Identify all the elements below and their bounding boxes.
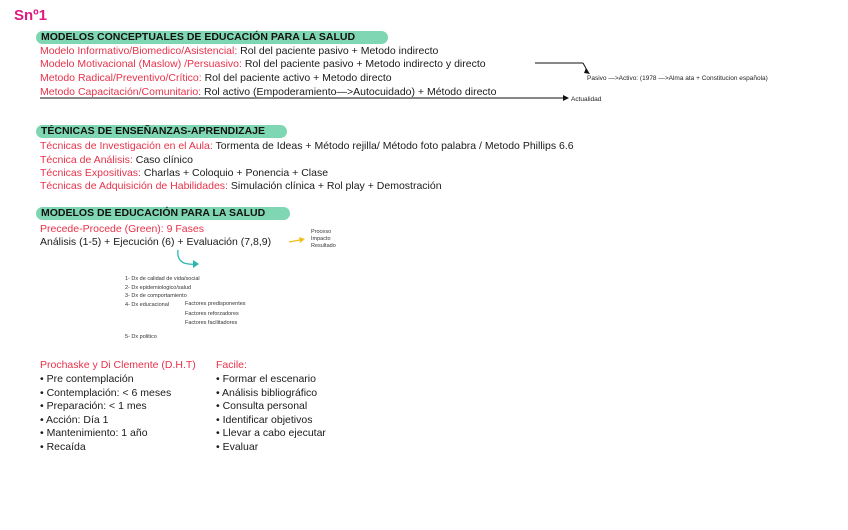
analysis-line: Análisis (1-5) + Ejecución (6) + Evaluación (7,8,9) bbox=[40, 236, 272, 248]
item-text: Charlas + Coloquio + Ponencia + Clase bbox=[140, 167, 329, 179]
item-label: Técnica de Análisis: bbox=[40, 154, 133, 166]
factor-item: Factores facilitadores bbox=[185, 320, 238, 326]
list-item: • Análisis bibliográfico bbox=[216, 386, 318, 399]
dx-item: 5- Dx politico bbox=[125, 334, 157, 340]
list-item: • Mantenimiento: 1 año bbox=[40, 427, 148, 439]
facile-title: Facile: bbox=[216, 359, 247, 371]
page-title: Snº1 bbox=[14, 7, 47, 24]
item-label: Modelo Informativo/Biomedico/Asistencial: bbox=[40, 45, 238, 57]
item-label: Metodo Radical/Preventivo/Crítico: bbox=[40, 72, 202, 84]
dx-item: 1- Dx de calidad de vida/social bbox=[125, 276, 200, 282]
list-item: • Pre contemplación bbox=[40, 373, 134, 385]
eval-item: Proceso bbox=[311, 229, 332, 235]
precede-procede-title: Precede-Procede (Green): 9 Fases bbox=[40, 223, 204, 235]
item-label: Metodo Capacitación/Comunitario: bbox=[40, 86, 202, 98]
eval-item: Impacto bbox=[311, 236, 331, 242]
list-item: • Identificar objetivos bbox=[216, 413, 313, 426]
eval-item: Resultado bbox=[311, 243, 336, 249]
item-text: Rol del paciente pasivo + Metodo indirecto y directo bbox=[241, 58, 486, 70]
item-label: Técnicas Expositivas: bbox=[40, 167, 141, 179]
facile-list bbox=[216, 373, 326, 454]
item-text: Simulación clínica + Rol play + Demostración bbox=[227, 180, 442, 192]
list-item: • Contemplación: < 6 meses bbox=[40, 386, 172, 399]
factor-item: Factores predisponentes bbox=[185, 301, 246, 307]
section-heading-modelos-educacion: MODELOS DE EDUCACIÓN PARA LA SALUD bbox=[41, 207, 266, 219]
prochaske-list bbox=[40, 373, 171, 454]
prochaske-title: Prochaske y Di Clemente (D.H.T) bbox=[40, 359, 196, 371]
item-text: Rol activo (Empoderamiento—>Autocuidado) + Método directo bbox=[201, 86, 497, 98]
item-text: Caso clínico bbox=[132, 154, 193, 166]
section-heading-modelos-conceptuales: MODELOS CONCEPTUALES DE EDUCACIÓN PARA LA SALUD bbox=[41, 31, 356, 43]
list-item: • Acción: Día 1 bbox=[40, 413, 109, 426]
dx-item: 2- Dx epidemiologico/salud bbox=[125, 284, 192, 291]
item-text: Rol del paciente activo + Metodo directo bbox=[201, 72, 392, 84]
list-item: • Consulta personal bbox=[216, 400, 308, 412]
list-item: • Formar el escenario bbox=[216, 373, 316, 385]
item-text: Tormenta de Ideas + Método rejilla/ Método foto palabra / Metodo Phillips 6.6 bbox=[212, 140, 574, 152]
eval-list bbox=[311, 229, 336, 250]
item-label: Técnicas de Investigación en el Aula: bbox=[40, 140, 213, 152]
factores-list bbox=[185, 300, 246, 329]
item-label: Modelo Motivacional (Maslow) /Persuasivo: bbox=[40, 58, 242, 70]
item-text: Rol del paciente pasivo + Metodo indirecto bbox=[237, 45, 439, 57]
dx-item: 4- Dx educacional bbox=[125, 301, 170, 308]
list-item: • Recaída bbox=[40, 440, 86, 453]
side-note: Pasivo —>Activo: (1978 —>Alma ata + Constitucion española) bbox=[587, 75, 768, 82]
factor-item: Factores reforzadores bbox=[185, 310, 239, 317]
list-item: • Evaluar bbox=[216, 440, 259, 453]
actualidad-note: Actualidad bbox=[571, 96, 602, 103]
list-item: • Preparación: < 1 mes bbox=[40, 400, 147, 412]
list-item: • Llevar a cabo ejecutar bbox=[216, 427, 326, 439]
item-label: Técnicas de Adquisición de Habilidades: bbox=[40, 180, 228, 192]
dx-item: 3- Dx de comportamiento bbox=[125, 293, 187, 299]
section-heading-tecnicas: TÉCNICAS DE ENSEÑANZAS-APRENDIZAJE bbox=[41, 125, 266, 137]
